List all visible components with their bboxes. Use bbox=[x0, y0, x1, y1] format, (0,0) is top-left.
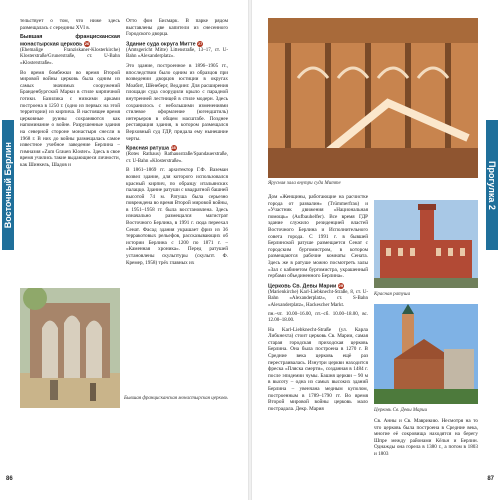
address-text: (Ehemalige Franziskaner-Klosterkirche) Klosterstraße/Grunerstraße, ст. U-Bahn «Klosterstraße». bbox=[20, 47, 120, 66]
opening-hours: пн.–чт. 10.00–16.00, пт.–сб. 10.00–18.00, вс. 12.00–18.00. bbox=[268, 311, 368, 324]
heading-court-mitte-text: Здание суда округа Митте bbox=[126, 41, 196, 48]
heading-franciscan-church-text: Бывшая францисканская монастырская церковь bbox=[20, 34, 120, 48]
marker-number: 28 bbox=[171, 145, 176, 151]
intro-text: Отто фон Бисмарк. В парке рядом выставлены две капители из снесенного Городского дворца. bbox=[126, 18, 228, 38]
photo-court-staircase bbox=[268, 18, 478, 178]
body-text: Дом «Женщины, работающие на расчистке города от развалин» (Trümmerfrau) и «Участник движения «Национальная помощь» (Aufbauhelfer). Все время ГДР здание служило резиденцией властей Восточного Берлина и Исполнительного совета города. С 1991 г. в бывшей Берлинской ратуше размещается Сенат с городским бургомистром, в котором размещаются рабочие комнаты Сената. Здесь же в ратуше можно посмотреть залы «Зал с кабинетом бургомистра, украшенный гербами объединенного Берлина». bbox=[268, 194, 368, 280]
photo-caption: Церковь Св. Девы Марии bbox=[374, 408, 427, 413]
photo-caption: Бывшая францисканская монастырская церковь bbox=[124, 396, 228, 401]
body-text: Это здание, построенное в 1896–1905 гг., впоследствии было одним из образцов при возведении дворцов юстиции в округах Моабит, Шёнеберг, Веддинг. Для расширения площади суда соорудили крыло с парадной внутренней лестницей в стиле модерн. Здесь сохранилось с небольшими изменениями стилевое оформление (югендштиль) интерьеров в общем масштабе. Позднее реставрация здания, в котором размещался Верховный суд ГДР, придала ему нынешние черты. bbox=[126, 62, 228, 142]
side-tab-left bbox=[2, 120, 14, 250]
heading-red-rathaus-text: Красная ратуша bbox=[126, 145, 170, 152]
marker-number: 29 bbox=[338, 282, 344, 288]
side-tab-right bbox=[486, 120, 498, 250]
page-number: 87 bbox=[487, 476, 494, 482]
photo-caption: Красная ратуша bbox=[374, 292, 411, 297]
photo-franciscan-ruins bbox=[20, 288, 120, 408]
side-tab-left-label: Восточный Берлин bbox=[3, 141, 13, 229]
intro-text: тельствует о том, что ниже здесь размещалась с середины XVI в. bbox=[20, 18, 120, 31]
heading-red-rathaus bbox=[126, 145, 228, 152]
right-column-2 bbox=[374, 418, 478, 460]
right-page bbox=[250, 0, 500, 500]
body-text: Св. Анны и Св. Маврикию. Несмотря на то что церковь была построена в Средние века, многие её сокровища находятся на берегу Шпре между районами Кёльн и Берлин. Однажды она горела в 1380 г., а потом в 1803 и 1803 bbox=[374, 418, 478, 457]
page-number: 86 bbox=[6, 476, 13, 482]
photo-marienkirche bbox=[374, 304, 478, 404]
heading-marienkirche-text: Церковь Св. Девы Марии bbox=[268, 283, 337, 290]
body-text: На Karl-Liebknecht-Straße (ул. Карла Либкнехта) стоит церковь Св. Марии, самая старая городская приходская церковь Берлина. Она была построена в 1270 г. В Средние века церковь ещё раз перестраивалась. Изнутри церкви находится фреска «Пляска смерти», созданная в 1484 г. после эпидемии чумы. Башня церкви – 90 м в высоту – одна из самых высоких зданий Берлина – увенчана медным куполом, построенным в 1789–1790 гг. Во время Второй мировой войны церковь мало пострадала. Декр. Мария bbox=[268, 326, 368, 412]
left-column-2 bbox=[126, 18, 228, 268]
photo-red-rathaus bbox=[374, 200, 478, 288]
heading-franciscan-church bbox=[20, 34, 120, 48]
right-column-1 bbox=[268, 194, 368, 414]
side-tab-right-label: Прогулка 2 bbox=[487, 160, 497, 210]
heading-marienkirche bbox=[268, 283, 368, 290]
photo-caption: Ярусная зала внутри суда Митте bbox=[268, 181, 341, 186]
left-column-1 bbox=[20, 18, 120, 170]
marker-number: 27 bbox=[197, 40, 203, 46]
address-text: (Amtsgericht Mitte) Littenstraße, 13–17, ст. U-Bahn «Alexanderplatz». bbox=[126, 47, 228, 60]
address-text: (Rotes Rathaus) Rathausstraße/Spandauerstraße, ст. U-Bahn «Klosterstraße». bbox=[126, 152, 228, 164]
address-text: (Marienkirche) Karl-Liebknecht-Straße, 8, ст. U-Bahn «Alexanderplatz», ст. S-Bahn «Alexanderplatz», Hackescher Markt. bbox=[268, 289, 368, 308]
body-text: Во время бомбежки во время Второй мировой войны церковь была одним из самых значимых сооружений Бранденбургской Марки в стиле кирпичной готики. Базилика с низкими арками построена в 1250 г. (одно из первых на этой территории) из кирпича. В настоящее время церковные руины сохраняются как напоминание о войне. Разрушенные здания на северной стороне монастыря снесли в 1968 г. В них до войны размещалась самое известное учебное заведение Берлина – гимназия «Zum Grauen Kloster». Здесь в свое время учились такие выдающиеся личности, как Шинкель, Шадов и bbox=[20, 69, 120, 168]
body-text: В 1861–1869 гг. архитектор Г.Ф. Ваземан возвел здание, для которого использовался красный кирпич, по образцу итальянских палаццо. Здание ратуши с квадратной башней высотой 74 м. Ратуша была серьезно повреждена во время Второй мировой войны, в 1951–1958 гг. была восстановлена. Здесь изначально размещался магистрат Восточного Берлина, в 1991 г. сюда переехал Сенат. Фасад здания украшает фриз из 36 терракотовых рельефов, рассказывающих об истории Берлина с 1200 по 1871 г. – «Каменная хроника». Перед ратушей установлены скульптуры (скульпт. Ф. Кремер, 1958) трёх главных их bbox=[126, 167, 228, 266]
heading-court-mitte bbox=[126, 41, 228, 48]
marker-number: 26 bbox=[84, 40, 90, 46]
